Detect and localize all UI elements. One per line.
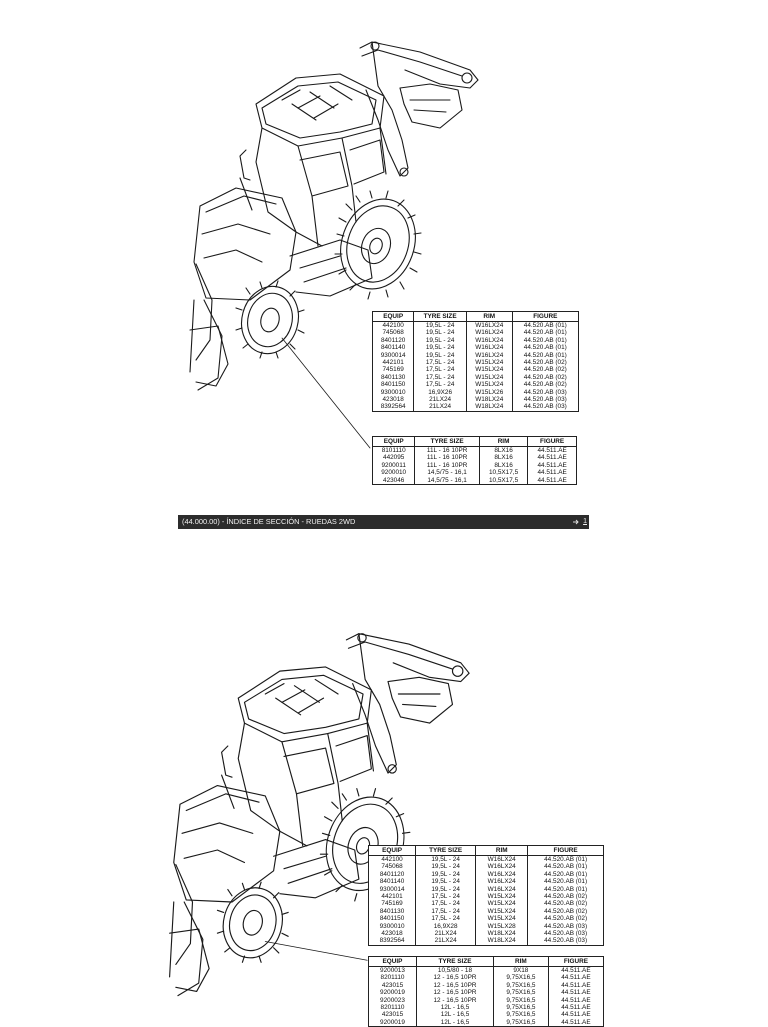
- cell-figure: 44.520.AB (01): [528, 856, 604, 864]
- cell-equip: 423018: [373, 396, 414, 403]
- cell-figure: 44.520.AB (02): [528, 893, 604, 900]
- cell-rim: W18LX24: [476, 937, 528, 945]
- cell-tyre-size: 12 - 16,5 10PR: [416, 997, 493, 1004]
- cell-figure: 44.520.AB (01): [528, 878, 604, 885]
- cell-rim: W16LX24: [476, 878, 528, 885]
- cell-tyre-size: 16,9X26: [414, 389, 467, 396]
- cell-rim: W16LX24: [466, 344, 512, 351]
- cell-figure: 44.520.AB (03): [528, 930, 604, 937]
- table-body: [369, 967, 604, 1027]
- cell-figure: 44.511.AE: [528, 454, 577, 461]
- cell-tyre-size: 21LX24: [416, 930, 476, 937]
- cell-tyre-size: 10,5/80 - 18: [416, 967, 493, 975]
- cell-equip: 9300010: [373, 389, 414, 396]
- cell-rim: W16LX24: [466, 329, 512, 336]
- table-row: [369, 989, 604, 996]
- cell-figure: 44.511.AE: [548, 982, 603, 989]
- cell-figure: 44.520.AB (03): [528, 923, 604, 930]
- cell-rim: W15LX28: [476, 923, 528, 930]
- cell-figure: 44.520.AB (01): [512, 337, 578, 344]
- table-row: [369, 893, 604, 900]
- cell-figure: 44.520.AB (02): [528, 915, 604, 922]
- cell-tyre-size: 17,5L - 24: [414, 359, 467, 366]
- cell-rim: 9,75X16,5: [494, 982, 549, 989]
- cell-figure: 44.511.AE: [548, 1011, 603, 1018]
- cell-tyre-size: 19,5L - 24: [414, 344, 467, 351]
- cell-figure: 44.520.AB (02): [528, 908, 604, 915]
- cell-tyre-size: 21LX24: [414, 396, 467, 403]
- cell-tyre-size: 16,9X28: [416, 923, 476, 930]
- cell-figure: 44.511.AE: [528, 462, 577, 469]
- cell-equip: 8401140: [373, 344, 414, 351]
- column-header-equip: EQUIP: [369, 846, 416, 856]
- cell-equip: 423018: [369, 930, 416, 937]
- cell-rim: 9,75X16,5: [494, 989, 549, 996]
- table-row: [369, 871, 604, 878]
- table-header-row: [369, 846, 604, 856]
- cell-tyre-size: 17,5L - 24: [414, 366, 467, 373]
- cell-tyre-size: 19,5L - 24: [416, 878, 476, 885]
- column-header-equip: EQUIP: [369, 957, 417, 967]
- cell-tyre-size: 12L - 16,5: [416, 1011, 493, 1018]
- column-header-tyre-size: TYRE SIZE: [415, 437, 480, 447]
- cell-equip: 8392564: [373, 403, 414, 411]
- cell-figure: 44.511.AE: [548, 997, 603, 1004]
- cell-equip: 8401140: [369, 878, 416, 885]
- cell-rim: W16LX24: [476, 886, 528, 893]
- cell-rim: W15LX24: [476, 908, 528, 915]
- cell-tyre-size: 17,5L - 24: [414, 381, 467, 388]
- cell-rim: 9,75X16,5: [494, 1011, 549, 1018]
- cell-figure: 44.511.AE: [548, 989, 603, 996]
- cell-tyre-size: 19,5L - 24: [416, 863, 476, 870]
- cell-tyre-size: 19,5L - 24: [416, 871, 476, 878]
- cell-tyre-size: 11L - 16 10PR: [415, 447, 480, 455]
- cell-rim: W15LX24: [466, 381, 512, 388]
- cell-figure: 44.520.AB (01): [528, 871, 604, 878]
- table-row: [369, 974, 604, 981]
- cell-figure: 44.511.AE: [548, 974, 603, 981]
- cell-rim: W16LX24: [476, 871, 528, 878]
- cell-figure: 44.520.AB (01): [512, 322, 578, 330]
- cell-equip: 423015: [369, 1011, 417, 1018]
- cell-equip: 8401150: [373, 381, 414, 388]
- cell-tyre-size: 14,5/75 - 16,1: [415, 477, 480, 485]
- table-row: [369, 937, 604, 945]
- cell-rim: 9,75X16,5: [494, 974, 549, 981]
- cell-tyre-size: 12 - 16,5 10PR: [416, 989, 493, 996]
- column-header-tyre-size: TYRE SIZE: [414, 312, 467, 322]
- cell-figure: 44.511.AE: [528, 447, 577, 455]
- cell-tyre-size: 17,5L - 24: [416, 900, 476, 907]
- cell-rim: W15LX24: [466, 359, 512, 366]
- cell-equip: 8401150: [369, 915, 416, 922]
- cell-rim: W16LX24: [476, 863, 528, 870]
- cell-rim: W15LX24: [476, 915, 528, 922]
- cell-equip: 442100: [373, 322, 414, 330]
- cell-rim: W16LX24: [466, 322, 512, 330]
- cell-tyre-size: 12 - 16,5 10PR: [416, 974, 493, 981]
- cell-rim: W18LX24: [466, 403, 512, 411]
- cell-rim: W16LX24: [466, 352, 512, 359]
- cell-equip: 423015: [369, 982, 417, 989]
- cell-equip: 8201110: [369, 1004, 417, 1011]
- cell-equip: 8101110: [373, 447, 415, 455]
- cell-tyre-size: 21LX24: [414, 403, 467, 411]
- cell-equip: 9300014: [373, 352, 414, 359]
- column-header-equip: EQUIP: [373, 437, 415, 447]
- cell-tyre-size: 19,5L - 24: [414, 352, 467, 359]
- cell-rim: W15LX24: [476, 900, 528, 907]
- cell-equip: 8401130: [373, 374, 414, 381]
- tyre-spec-table-bottom-main: [368, 845, 604, 946]
- cell-figure: 44.520.AB (01): [512, 344, 578, 351]
- table-row: [369, 900, 604, 907]
- column-header-figure: FIGURE: [528, 846, 604, 856]
- cell-equip: 8392564: [369, 937, 416, 945]
- column-header-rim: RIM: [466, 312, 512, 322]
- cell-figure: 44.520.AB (02): [528, 900, 604, 907]
- cell-figure: 44.520.AB (01): [528, 886, 604, 893]
- table-row: [369, 930, 604, 937]
- cell-tyre-size: 17,5L - 24: [416, 915, 476, 922]
- column-header-rim: RIM: [479, 437, 527, 447]
- table-row: [369, 878, 604, 885]
- cell-equip: 9200010: [373, 469, 415, 476]
- table-row: [369, 1019, 604, 1027]
- table-row: [369, 967, 604, 975]
- cell-rim: W18LX24: [466, 396, 512, 403]
- cell-rim: W15LX26: [466, 389, 512, 396]
- cell-rim: 9,75X16,5: [494, 997, 549, 1004]
- cell-rim: 10,5X17,5: [479, 469, 527, 476]
- cell-rim: 8LX16: [479, 447, 527, 455]
- cell-equip: 442101: [369, 893, 416, 900]
- table-row: [369, 915, 604, 922]
- cell-rim: 10,5X17,5: [479, 477, 527, 485]
- column-header-tyre-size: TYRE SIZE: [416, 846, 476, 856]
- cell-figure: 44.520.AB (02): [512, 381, 578, 388]
- column-header-figure: FIGURE: [548, 957, 603, 967]
- cell-tyre-size: 19,5L - 24: [414, 337, 467, 344]
- cell-figure: 44.511.AE: [528, 469, 577, 476]
- cell-equip: 745068: [373, 329, 414, 336]
- section-caption-text: (44.000.00) - ÍNDICE DE SECCIÓN - RUEDAS 2WD: [182, 517, 356, 526]
- column-header-figure: FIGURE: [528, 437, 577, 447]
- cell-equip: 9200013: [369, 967, 417, 975]
- cell-tyre-size: 12L - 16,5: [416, 1004, 493, 1011]
- table-header-row: [369, 957, 604, 967]
- cell-figure: 44.520.AB (03): [512, 403, 578, 411]
- cell-tyre-size: 11L - 16 10PR: [415, 454, 480, 461]
- tyre-spec-table-bottom-front: [368, 956, 604, 1027]
- cell-figure: 44.520.AB (01): [528, 863, 604, 870]
- cell-tyre-size: 19,5L - 24: [416, 856, 476, 864]
- column-header-rim: RIM: [494, 957, 549, 967]
- table-row: [369, 1004, 604, 1011]
- column-header-rim: RIM: [476, 846, 528, 856]
- table-row: [369, 1011, 604, 1018]
- cell-equip: 9200019: [369, 1019, 417, 1027]
- cell-equip: 9300010: [369, 923, 416, 930]
- cell-rim: 8LX16: [479, 462, 527, 469]
- cell-figure: 44.511.AE: [548, 1019, 603, 1027]
- table-row: [369, 923, 604, 930]
- column-header-equip: EQUIP: [373, 312, 414, 322]
- cell-tyre-size: 19,5L - 24: [416, 886, 476, 893]
- cell-equip: 423046: [373, 477, 415, 485]
- cell-figure: 44.520.AB (03): [528, 937, 604, 945]
- cell-equip: 9200023: [369, 997, 417, 1004]
- cell-rim: W15LX24: [466, 366, 512, 373]
- cell-rim: 9,75X16,5: [494, 1004, 549, 1011]
- table-row: [369, 856, 604, 864]
- cell-tyre-size: 17,5L - 24: [414, 374, 467, 381]
- cell-figure: 44.520.AB (01): [512, 329, 578, 336]
- cell-figure: 44.511.AE: [528, 477, 577, 485]
- cell-rim: W15LX24: [466, 374, 512, 381]
- cell-tyre-size: 21LX24: [416, 937, 476, 945]
- cell-rim: 9,75X16,5: [494, 1019, 549, 1027]
- cell-tyre-size: 19,5L - 24: [414, 329, 467, 336]
- table-row: [369, 982, 604, 989]
- table-row: [369, 908, 604, 915]
- cell-rim: W16LX24: [476, 856, 528, 864]
- cell-figure: 44.520.AB (03): [512, 389, 578, 396]
- column-header-tyre-size: TYRE SIZE: [416, 957, 493, 967]
- cell-rim: 8LX16: [479, 454, 527, 461]
- cell-equip: 9200011: [373, 462, 415, 469]
- cell-rim: W16LX24: [466, 337, 512, 344]
- cell-figure: 44.511.AE: [548, 1004, 603, 1011]
- cell-figure: 44.520.AB (03): [512, 396, 578, 403]
- cell-tyre-size: 12 - 16,5 10PR: [416, 982, 493, 989]
- cell-equip: 442095: [373, 454, 415, 461]
- table-body: [369, 856, 604, 946]
- cell-equip: 745068: [369, 863, 416, 870]
- table-row: [369, 886, 604, 893]
- table-row: [369, 863, 604, 870]
- cell-rim: W18LX24: [476, 930, 528, 937]
- cell-rim: 9X18: [494, 967, 549, 975]
- table-row: [369, 997, 604, 1004]
- cell-equip: 442100: [369, 856, 416, 864]
- cell-equip: 8401130: [369, 908, 416, 915]
- cell-figure: 44.520.AB (02): [512, 374, 578, 381]
- cell-equip: 9300014: [369, 886, 416, 893]
- cell-figure: 44.520.AB (02): [512, 366, 578, 373]
- cell-equip: 442101: [373, 359, 414, 366]
- cell-tyre-size: 17,5L - 24: [416, 908, 476, 915]
- cell-rim: W15LX24: [476, 893, 528, 900]
- cell-tyre-size: 11L - 16 10PR: [415, 462, 480, 469]
- cell-equip: 8401120: [373, 337, 414, 344]
- cell-equip: 8401120: [369, 871, 416, 878]
- cell-tyre-size: 12L - 16,5: [416, 1019, 493, 1027]
- cell-equip: 745169: [373, 366, 414, 373]
- cell-figure: 44.520.AB (01): [512, 352, 578, 359]
- figure-reference-link[interactable]: 1: [583, 518, 587, 525]
- cell-equip: 745169: [369, 900, 416, 907]
- cell-tyre-size: 19,5L - 24: [414, 322, 467, 330]
- cell-figure: 44.520.AB (02): [512, 359, 578, 366]
- cell-equip: 9200019: [369, 989, 417, 996]
- cell-figure: 44.511.AE: [548, 967, 603, 975]
- cell-tyre-size: 14,5/75 - 16,1: [415, 469, 480, 476]
- cell-tyre-size: 17,5L - 24: [416, 893, 476, 900]
- column-header-figure: FIGURE: [512, 312, 578, 322]
- cell-equip: 8201110: [369, 974, 417, 981]
